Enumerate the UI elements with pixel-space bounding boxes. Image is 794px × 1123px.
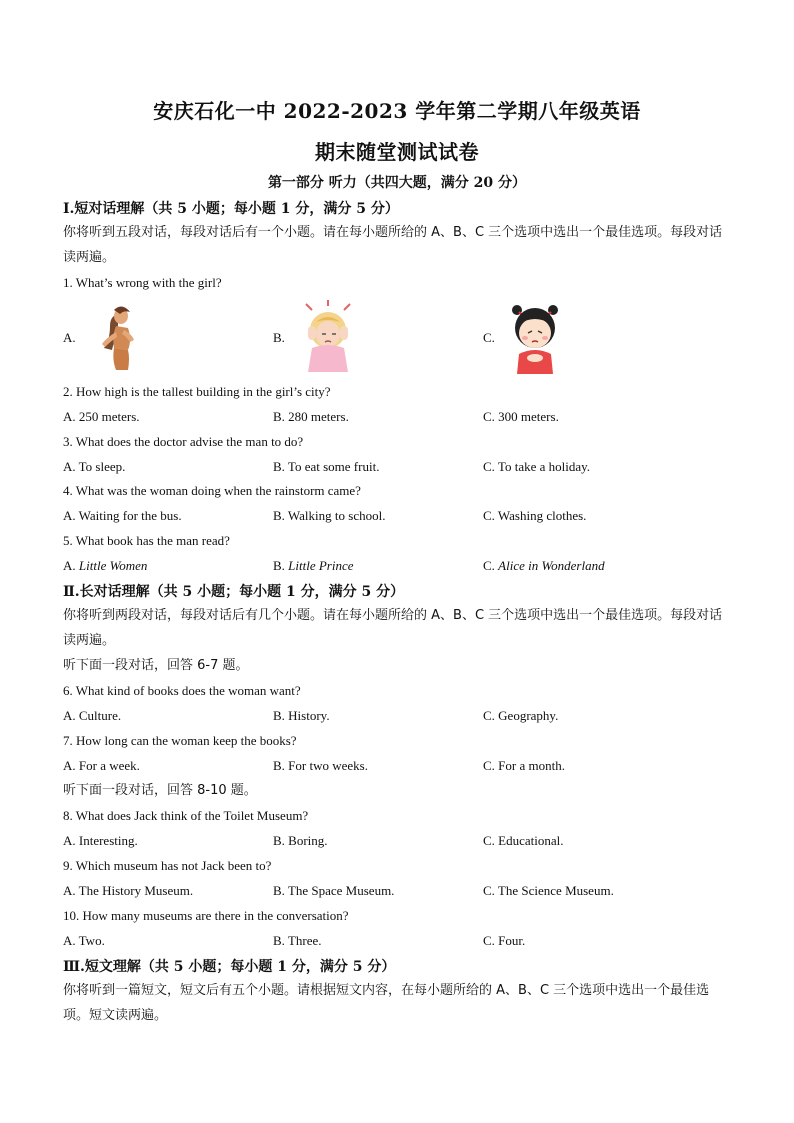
q5-option-a-letter: A. [63,558,79,573]
q4-option-a: A. Waiting for the bus. [63,508,182,523]
q6-option-c: C. Geography. [483,708,559,723]
q10-option-b: B. Three. [273,933,322,948]
exam-title-line1: 安庆石化一中 2022-2023 学年第二学期八年级英语 [153,99,641,123]
q7-option-a: A. For a week. [63,758,140,773]
q3-option-a: A. To sleep. [63,459,126,474]
q6-option-a: A. Culture. [63,708,122,723]
q3-option-c: C. To take a holiday. [483,459,591,474]
q8-option-c: C. Educational. [483,833,564,848]
q2-option-c: C. 300 meters. [483,409,559,424]
section2-sub2: 听下面一段对话，回答 8-10 题。 [63,783,257,798]
q5-option-c [483,558,605,574]
q5-option-a-text: Little Women [78,558,148,573]
q4-option-b: B. Walking to school. [273,508,386,523]
q6-option-b: B. History. [273,708,330,723]
section1-instruction: 你将听到五段对话，每段对话后有一个小题。请在每小题所给的 A、B、C 三个选项中选出一个最佳选项。每段对话读两遍。 [63,225,723,265]
question-7: 7. How long can the woman keep the books? [63,733,297,748]
q2-option-b: B. 280 meters. [273,409,349,424]
q4-option-c: C. Washing clothes. [483,508,587,523]
q5-option-c-letter: C. [483,558,499,573]
q10-option-a: A. Two. [63,933,105,948]
section3-instruction: 你将听到一篇短文，短文后有五个小题。请根据短文内容，在每小题所给的 A、B、C 三个选项中选出一个最佳选项。短文读两遍。 [63,983,710,1023]
question-3: 3. What does the doctor advise the man to do? [63,434,304,449]
question-8: 8. What does Jack think of the Toilet Museum? [63,808,309,823]
q7-option-b: B. For two weeks. [273,758,368,773]
girl-backache-picture [88,302,144,372]
section3-heading: Ⅲ.短文理解（共 5 小题；每小题 1 分，满分 5 分） [63,959,396,975]
q9-option-a: A. The History Museum. [63,883,194,898]
question-6: 6. What kind of books does the woman want? [63,683,301,698]
section2-heading: Ⅱ.长对话理解（共 5 小题；每小题 1 分，满分 5 分） [63,584,405,600]
q2-option-a: A. 250 meters. [63,409,140,424]
q5-option-b-text: Little Prince [288,558,354,573]
q5-option-b [273,558,354,574]
part1-heading: 第一部分 听力（共四大题，满分 20 分） [267,175,527,191]
q5-option-a [63,558,147,574]
question-9: 9. Which museum has not Jack been to? [63,858,272,873]
girl-stomachache-picture [507,300,563,376]
q1-option-c: C. [483,330,495,345]
q9-option-b: B. The Space Museum. [273,883,395,898]
question-2: 2. How high is the tallest building in the girl’s city? [63,384,331,399]
exam-title-line2: 期末随堂测试试卷 [315,140,479,164]
q5-option-c-text: Alice in Wonderland [498,558,605,573]
section2-instruction: 你将听到两段对话，每段对话后有几个小题。请在每小题所给的 A、B、C 三个选项中选出一个最佳选项。每段对话读两遍。 [63,608,723,648]
question-1: 1. What’s wrong with the girl? [63,275,222,290]
q7-option-c: C. For a month. [483,758,565,773]
q10-option-c: C. Four. [483,933,526,948]
q5-option-b-letter: B. [273,558,289,573]
q3-option-b: B. To eat some fruit. [273,459,380,474]
section1-heading: Ⅰ.短对话理解（共 5 小题；每小题 1 分，满分 5 分） [63,201,399,217]
question-10: 10. How many museums are there in the conversation? [63,908,349,923]
q8-option-b: B. Boring. [273,833,328,848]
q9-option-c: C. The Science Museum. [483,883,614,898]
section2-sub1: 听下面一段对话，回答 6-7 题。 [63,658,249,673]
q1-option-a: A. [63,330,76,345]
q1-option-b: B. [273,330,285,345]
question-4: 4. What was the woman doing when the rainstorm came? [63,483,361,498]
q8-option-a: A. Interesting. [63,833,138,848]
question-5: 5. What book has the man read? [63,533,230,548]
girl-headache-picture [296,300,360,374]
